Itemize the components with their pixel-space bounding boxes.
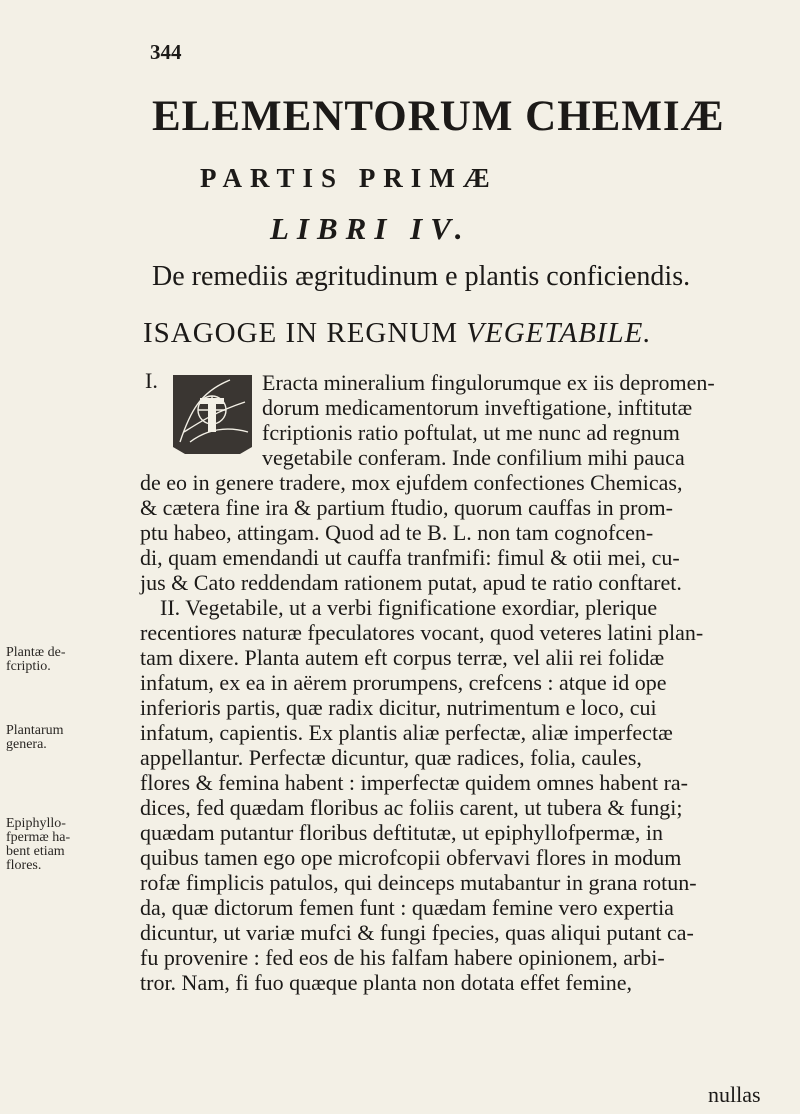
page-title: ELEMENTORUM CHEMIÆ <box>152 93 725 140</box>
book-heading: LIBRI IV. <box>270 211 471 246</box>
catchword: nullas <box>708 1082 761 1107</box>
text-line: tam dixere. Planta autem eft corpus terræ, vel alii rei folidæ <box>140 645 665 670</box>
page-number: 344 <box>150 40 182 64</box>
part-heading: PARTIS PRIMÆ <box>200 163 498 193</box>
text-line: quibus tamen ego ope microfcopii obfervavi flores in modum <box>140 845 682 870</box>
text-line: de eo in genere tradere, mox ejufdem confectiones Chemicas, <box>140 470 683 495</box>
text-line: dices, fed quædam floribus ac foliis carent, ut tubera & fungi; <box>140 795 683 820</box>
text-line: II. Vegetabile, ut a verbi fignificatione exordiar, plerique <box>160 595 658 620</box>
text-line: da, quæ dictorum femen funt : quædam femine vero expertia <box>140 895 674 920</box>
text-line: di, quam emendandi ut cauffa tranfmifi: fimul & otii mei, cu- <box>140 545 680 570</box>
text-line: & cætera fine ira & partium ftudio, quorum cauffas in prom- <box>140 495 673 520</box>
text-line: recentiores naturæ fpeculatores vocant, quod veteres latini plan- <box>140 620 704 645</box>
text-line: appellantur. Perfectæ dicuntur, quæ radices, folia, caules, <box>140 745 642 770</box>
text-line: infatum, ex ea in aërem prorumpens, crefcens : atque id ope <box>140 670 667 695</box>
margin-note: Plantarum genera. <box>6 723 64 752</box>
text-line: flores & femina habent : imperfectæ quidem omnes habent ra- <box>140 770 688 795</box>
section-heading <box>143 317 652 350</box>
text-line: vegetabile conferam. Inde confilium mihi pauca <box>262 445 685 470</box>
section-heading-roman: ISAGOGE IN REGNUM <box>143 317 459 349</box>
text-line: rofæ fimplicis patulos, qui deinceps mutabantur in grana rotun- <box>140 870 697 895</box>
text-line: quædam putantur floribus deftitutæ, ut epiphyllofpermæ, in <box>140 820 664 845</box>
margin-note: Plantæ de- fcriptio. <box>6 645 66 674</box>
chapter-subtitle: De remediis ægritudinum e plantis conficiendis. <box>152 261 691 292</box>
margin-note: Epiphyllo- fpermæ ha- bent etiam flores. <box>6 816 71 873</box>
text-line: dicuntur, ut variæ mufci & fungi fpecies, quas aliqui putant ca- <box>140 920 694 945</box>
text-line: fcriptionis ratio poftulat, ut me nunc ad regnum <box>262 420 680 445</box>
text-line: tror. Nam, fi fuo quæque planta non dotata effet femine, <box>140 970 633 995</box>
text-line: jus & Cato reddendam rationem putat, apud te ratio conftaret. <box>140 570 682 595</box>
text-line: ptu habeo, attingam. Quod ad te B. L. non tam cognofcen- <box>140 520 654 545</box>
text-line: Eracta mineralium fingulorumque ex iis depromen- <box>262 370 715 395</box>
text-line: fu provenire : fed eos de his falfam habere opinionem, arbi- <box>140 945 665 970</box>
text-line: dorum medicamentorum inveftigatione, inftitutæ <box>262 395 693 420</box>
section-number: I. <box>145 368 158 393</box>
ornamental-initial-icon <box>170 372 255 454</box>
text-line: infatum, capientis. Ex plantis aliæ perfectæ, aliæ imperfectæ <box>140 720 673 745</box>
text-line: inferioris partis, quæ radix dicitur, nutrimentum e loco, cui <box>140 695 657 720</box>
section-heading-italic: VEGETABILE. <box>466 317 652 349</box>
